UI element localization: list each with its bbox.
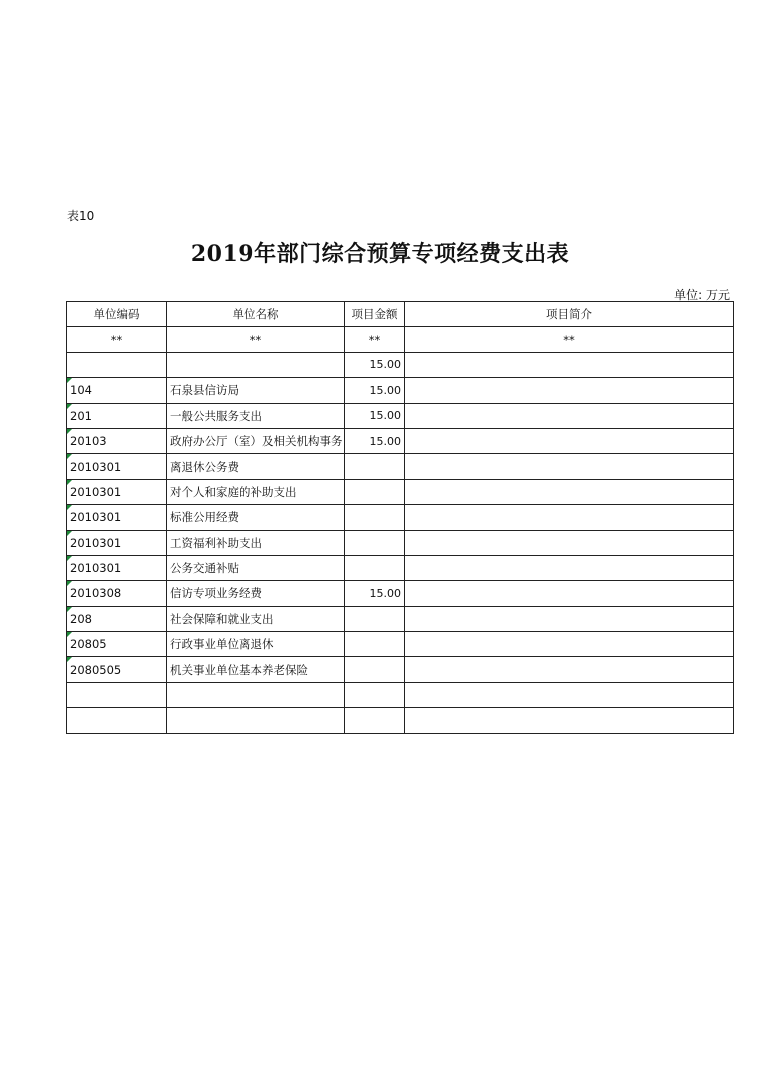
table-row — [67, 378, 734, 403]
unit-name-cell: 信访专项业务经费 — [167, 581, 345, 606]
unit-name-cell: 政府办公厅（室）及相关机构事务 — [167, 428, 345, 453]
unit-name-cell: 工资福利补助支出 — [167, 530, 345, 555]
empty-row — [67, 708, 734, 733]
amount-cell: 15.00 — [345, 403, 405, 428]
amount-cell — [345, 505, 405, 530]
table-row — [67, 454, 734, 479]
empty-cell — [405, 682, 734, 707]
unit-code-cell: 2010301 — [67, 454, 167, 479]
placeholder-cell: ** — [345, 327, 405, 352]
empty-cell — [345, 682, 405, 707]
description-cell — [405, 454, 734, 479]
placeholder-cell: ** — [167, 327, 345, 352]
amount-cell — [345, 479, 405, 504]
empty-cell — [405, 708, 734, 733]
unit-name-cell: 一般公共服务支出 — [167, 403, 345, 428]
unit-name-cell: 石泉县信访局 — [167, 378, 345, 403]
unit-code-cell: 104 — [67, 378, 167, 403]
table-row — [67, 428, 734, 453]
unit-name-cell: 对个人和家庭的补助支出 — [167, 479, 345, 504]
table-row — [67, 657, 734, 682]
table-row — [67, 555, 734, 580]
total-amount-cell: 15.00 — [345, 352, 405, 377]
amount-cell — [345, 555, 405, 580]
unit-label: 单位: 万元 — [674, 288, 730, 302]
total-code-cell — [67, 352, 167, 377]
unit-code-cell: 20805 — [67, 632, 167, 657]
empty-cell — [167, 682, 345, 707]
page-title: 2019年部门综合预算专项经费支出表 — [190, 241, 570, 267]
description-cell — [405, 428, 734, 453]
unit-code-cell: 2010301 — [67, 530, 167, 555]
amount-cell: 15.00 — [345, 428, 405, 453]
unit-code-cell: 2010301 — [67, 479, 167, 504]
table-row — [67, 581, 734, 606]
table-row — [67, 530, 734, 555]
amount-cell — [345, 657, 405, 682]
unit-name-cell: 离退休公务费 — [167, 454, 345, 479]
unit-code-cell: 20103 — [67, 428, 167, 453]
amount-cell — [345, 606, 405, 631]
total-name-cell — [167, 352, 345, 377]
description-cell — [405, 581, 734, 606]
placeholder-cell: ** — [405, 327, 734, 352]
column-header-code: 单位编码 — [67, 302, 167, 327]
amount-cell — [345, 530, 405, 555]
description-cell — [405, 657, 734, 682]
unit-code-cell: 208 — [67, 606, 167, 631]
description-cell — [405, 530, 734, 555]
description-cell — [405, 479, 734, 504]
column-header-name: 单位名称 — [167, 302, 345, 327]
table-row — [67, 632, 734, 657]
table-number: 表10 — [67, 209, 95, 223]
unit-name-cell: 社会保障和就业支出 — [167, 606, 345, 631]
unit-code-cell: 2010308 — [67, 581, 167, 606]
description-cell — [405, 505, 734, 530]
empty-cell — [67, 682, 167, 707]
unit-code-cell: 2080505 — [67, 657, 167, 682]
unit-name-cell: 行政事业单位离退休 — [167, 632, 345, 657]
empty-row — [67, 682, 734, 707]
column-header-amount: 项目金额 — [345, 302, 405, 327]
total-row — [67, 352, 734, 377]
empty-cell — [67, 708, 167, 733]
table-row — [67, 403, 734, 428]
amount-cell: 15.00 — [345, 378, 405, 403]
unit-code-cell: 2010301 — [67, 555, 167, 580]
column-header-description: 项目简介 — [405, 302, 734, 327]
unit-name-cell: 标准公用经费 — [167, 505, 345, 530]
total-description-cell — [405, 352, 734, 377]
unit-code-cell: 201 — [67, 403, 167, 428]
table-row — [67, 606, 734, 631]
unit-name-cell: 机关事业单位基本养老保险 — [167, 657, 345, 682]
unit-name-cell: 公务交通补贴 — [167, 555, 345, 580]
placeholder-row — [67, 327, 734, 352]
amount-cell: 15.00 — [345, 581, 405, 606]
description-cell — [405, 606, 734, 631]
amount-cell — [345, 632, 405, 657]
description-cell — [405, 403, 734, 428]
budget-table — [66, 301, 734, 734]
table-header-row — [67, 302, 734, 327]
description-cell — [405, 632, 734, 657]
unit-code-cell: 2010301 — [67, 505, 167, 530]
placeholder-cell: ** — [67, 327, 167, 352]
empty-cell — [167, 708, 345, 733]
amount-cell — [345, 454, 405, 479]
description-cell — [405, 555, 734, 580]
empty-cell — [345, 708, 405, 733]
table-row — [67, 505, 734, 530]
description-cell — [405, 378, 734, 403]
table-row — [67, 479, 734, 504]
